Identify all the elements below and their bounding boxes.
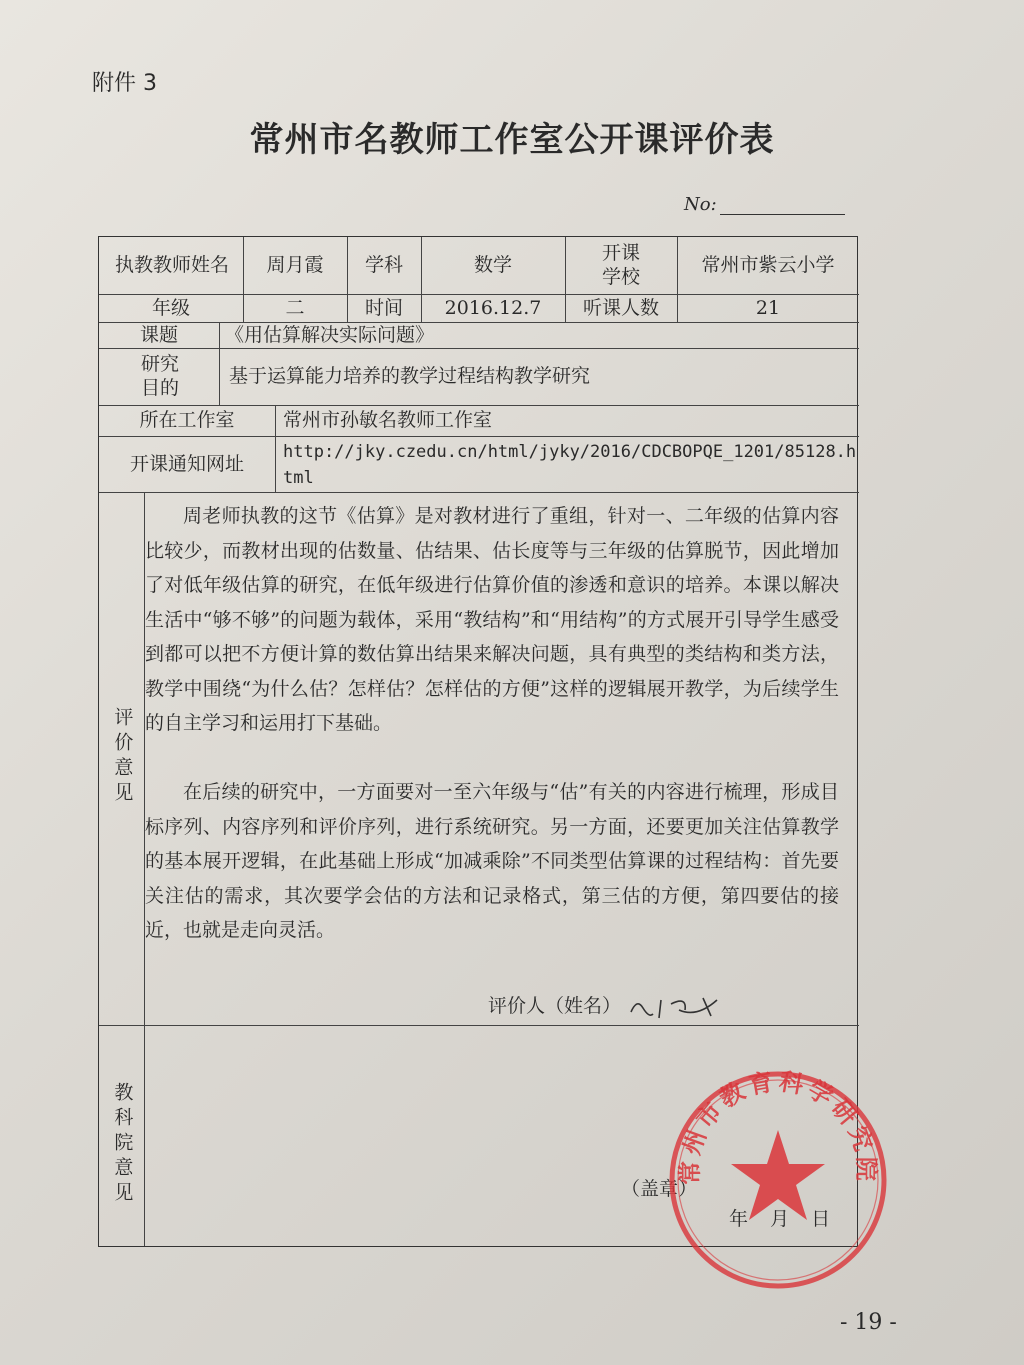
topic-value: 《用估算解决实际问题》 <box>225 323 435 346</box>
page-number: - 19 - <box>840 1310 897 1335</box>
studio-value: 常州市孙敏名教师工作室 <box>283 409 493 432</box>
school-label: 开课学校 <box>601 242 640 288</box>
attachment-label: 附件 3 <box>92 71 157 96</box>
topic-label: 课题 <box>139 323 178 346</box>
grade-label: 年级 <box>151 296 190 319</box>
page-title: 常州市名教师工作室公开课评价表 <box>249 120 775 160</box>
svg-text:常州市教育科学研究院: 常州市教育科学研究院 <box>674 1068 882 1185</box>
teacher-value: 周月霞 <box>266 254 324 277</box>
studio-label: 所在工作室 <box>139 409 235 432</box>
stamp-label: （盖章） <box>621 1178 698 1200</box>
review-label: 评价意见 <box>111 707 134 807</box>
subject-value: 数学 <box>473 254 512 277</box>
purpose-value: 基于运算能力培养的教学过程结构教学研究 <box>229 365 591 388</box>
teacher-label: 执教教师姓名 <box>114 254 229 277</box>
url-label: 开课通知网址 <box>129 452 244 475</box>
review-paragraph-2: 在后续的研究中，一方面要对一至六年级与“估”有关的内容进行梳理，形成目标序列、内容序列和评价序列，进行系统研究。另一方面，还要更加关注估算教学的基本展开逻辑，在此基础上形成“加减乘除”不同类型估算课的过程结构：首先要关注估的需求，其次要学会估的方法和记录格式，第三估的方便，第四要估的接近，也就是走向灵活。 <box>145 781 839 941</box>
form-number-label: No: <box>684 194 717 215</box>
grade-value: 二 <box>285 296 305 319</box>
audience-label: 听课人数 <box>582 296 659 319</box>
time-label: 时间 <box>364 296 403 319</box>
review-paragraph-1: 周老师执教的这节《估算》是对教材进行了重组，针对一、二年级的估算内容比较少，而教材出现的估数量、估结果、估长度等与三年级的估算脱节，因此增加了对低年级估算的研究，在低年级进行估算价值的渗透和意识的培养。本课以解决生活中“够不够”的问题为载体，采用“教结构”和“用结构”的方式展开引导学生感受到都可以把不方便计算的数估算出结果来解决问题，具有典型的类结构和类方法，教学中围绕“为什么估？怎样估？怎样估的方便”这样的逻辑展开教学，为后续学生的自主学习和运用打下基础。 <box>145 505 839 734</box>
signer-label: 评价人（姓名） <box>488 991 737 1022</box>
subject-label: 学科 <box>364 254 403 277</box>
purpose-label: 研究目的 <box>140 353 179 399</box>
institute-label: 教科院意见 <box>111 1081 134 1207</box>
school-value: 常州市紫云小学 <box>701 254 835 277</box>
audience-value: 21 <box>755 296 781 319</box>
date-fields: 年 月 日 <box>729 1208 831 1230</box>
form-number-field <box>720 214 845 215</box>
time-value: 2016.12.7 <box>444 296 542 319</box>
url-link[interactable]: http://jky.czedu.cn/html/jyky/2016/CDCBOPQE_1201/85128.html <box>283 441 857 488</box>
signature <box>627 992 737 1022</box>
official-seal <box>666 1068 890 1292</box>
